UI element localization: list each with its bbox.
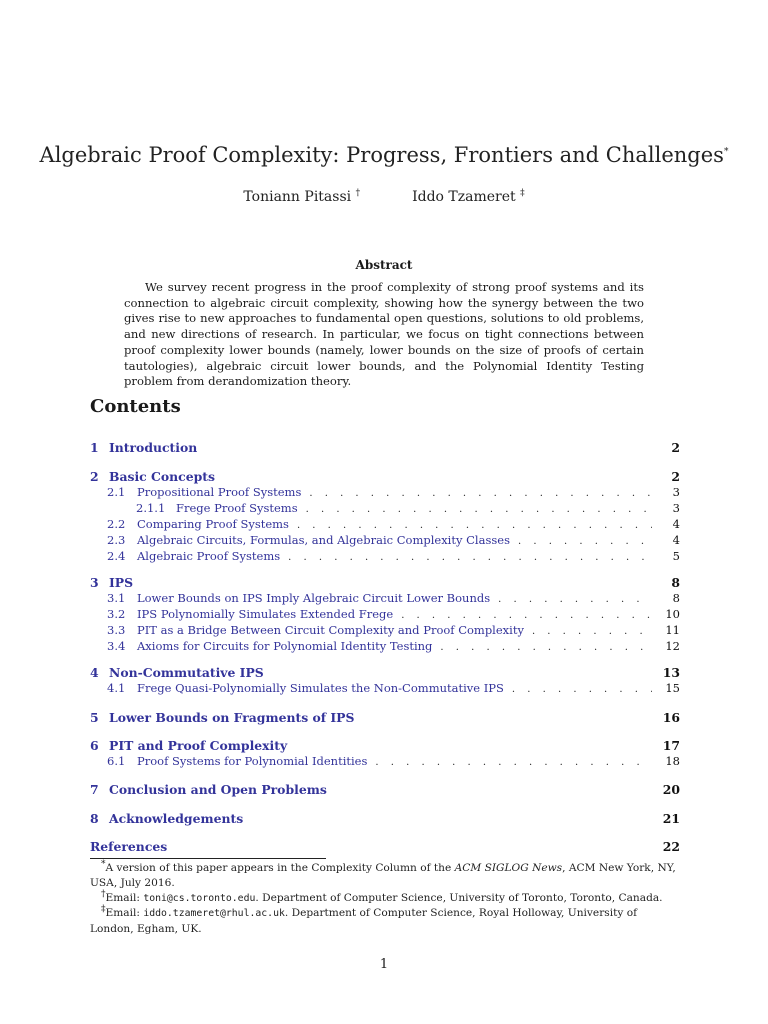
toc-entry[interactable] bbox=[90, 754, 680, 768]
toc-entry[interactable] bbox=[90, 591, 680, 605]
footnote-2 bbox=[90, 891, 680, 907]
toc-entry-number: 2 bbox=[90, 469, 99, 484]
toc-leader-dots bbox=[297, 520, 652, 531]
toc-entry[interactable] bbox=[90, 533, 680, 547]
toc-entry-page[interactable]: 13 bbox=[662, 665, 680, 680]
toc-entry-title[interactable]: Basic Concepts bbox=[109, 469, 215, 484]
toc-entry[interactable] bbox=[90, 639, 680, 653]
toc-entry-title[interactable]: Conclusion and Open Problems bbox=[109, 782, 327, 797]
toc-entry-page[interactable]: 4 bbox=[672, 517, 680, 531]
toc-entry-number: 3.2 bbox=[107, 607, 126, 621]
toc-entry[interactable] bbox=[90, 681, 680, 695]
toc-entry[interactable] bbox=[90, 440, 680, 455]
toc-entry-title[interactable]: Lower Bounds on IPS Imply Algebraic Circuit Lower Bounds bbox=[137, 591, 491, 605]
toc-entry[interactable] bbox=[90, 738, 680, 753]
toc-entry-page[interactable]: 18 bbox=[665, 754, 680, 768]
toc-entry-number: 1 bbox=[90, 440, 99, 455]
footnote-3-email[interactable]: iddo.tzameret@rhul.ac.uk bbox=[143, 908, 285, 919]
abstract-text: We survey recent progress in the proof complexity of strong proof systems and its connection to algebraic circuit complexity, showing how the synergy between the two gives rise to new approaches to fundamental open questions, solutions to old problems, and new directions of research. In particular, we focus on tight connections between proof complexity lower bounds (namely, lower bounds on the size of proofs of certain tautologies), algebraic circuit lower bounds, and the Polynomial Identity Testing problem from derandomization theory. bbox=[124, 280, 644, 389]
author-1-mark[interactable]: † bbox=[355, 188, 361, 199]
toc-entry-number: 2.2 bbox=[107, 517, 126, 531]
toc-entry-number: 3.3 bbox=[107, 623, 126, 637]
toc-entry-title[interactable]: Acknowledgements bbox=[109, 811, 244, 826]
toc-entry-page[interactable]: 8 bbox=[671, 575, 680, 590]
toc-entry[interactable] bbox=[90, 782, 680, 797]
author-1 bbox=[243, 189, 360, 205]
toc-entry-page[interactable]: 21 bbox=[662, 811, 680, 826]
toc-leader-dots bbox=[309, 488, 652, 499]
abstract-heading: Abstract bbox=[355, 258, 413, 272]
abstract-body bbox=[124, 280, 644, 390]
toc-leader-dots bbox=[532, 626, 652, 637]
footnote-3-tail: . Department of Computer Science, Royal Holloway, University of London, Egham, UK. bbox=[90, 907, 637, 935]
footnote-3-text: Email: bbox=[105, 907, 144, 919]
footnote-2-text: Email: bbox=[105, 892, 144, 904]
author-2-mark[interactable]: ‡ bbox=[520, 188, 525, 199]
toc-entry[interactable] bbox=[90, 623, 680, 637]
toc-entry-title[interactable]: Proof Systems for Polynomial Identities bbox=[137, 754, 368, 768]
toc-entry-title[interactable]: PIT and Proof Complexity bbox=[109, 738, 288, 753]
toc-leader-dots bbox=[440, 642, 652, 653]
toc-entry[interactable] bbox=[90, 575, 680, 590]
toc-entry[interactable] bbox=[90, 710, 680, 725]
toc-leader-dots bbox=[375, 757, 652, 768]
toc-entry-page[interactable]: 3 bbox=[672, 501, 680, 515]
toc-entry-title[interactable]: References bbox=[90, 839, 168, 854]
toc-entry[interactable] bbox=[90, 517, 680, 531]
toc-entry-page[interactable]: 10 bbox=[665, 607, 680, 621]
title-footnote-mark[interactable]: * bbox=[723, 147, 729, 157]
toc-entry-page[interactable]: 15 bbox=[665, 681, 680, 695]
toc-entry-page[interactable]: 2 bbox=[671, 469, 680, 484]
toc-entry-number: 2.1 bbox=[107, 485, 126, 499]
toc-entry-number: 3 bbox=[90, 575, 99, 590]
toc-entry-page[interactable]: 3 bbox=[672, 485, 680, 499]
toc-entry[interactable] bbox=[90, 485, 680, 499]
toc-entry-page[interactable]: 12 bbox=[665, 639, 680, 653]
author-2 bbox=[412, 189, 525, 205]
toc-entry-page[interactable]: 20 bbox=[662, 782, 680, 797]
toc-entry[interactable] bbox=[90, 607, 680, 621]
page-number: 1 bbox=[379, 957, 389, 972]
toc-leader-dots bbox=[306, 504, 652, 515]
contents-heading: Contents bbox=[90, 396, 181, 417]
toc-entry-title[interactable]: Propositional Proof Systems bbox=[137, 485, 302, 499]
toc-entry-page[interactable]: 8 bbox=[672, 591, 680, 605]
toc-entry-title[interactable]: Introduction bbox=[109, 440, 198, 455]
footnote-2-email[interactable]: toni@cs.toronto.edu bbox=[143, 893, 256, 904]
toc-leader-dots bbox=[288, 552, 652, 563]
toc-entry-number: 3.4 bbox=[107, 639, 126, 653]
toc-entry[interactable] bbox=[90, 811, 680, 826]
toc-entry-number: 4 bbox=[90, 665, 99, 680]
footnote-1-mark: * bbox=[101, 859, 106, 870]
toc-entry-number: 2.1.1 bbox=[136, 501, 166, 515]
toc-leader-dots bbox=[512, 684, 652, 695]
toc-entry-title[interactable]: Axioms for Circuits for Polynomial Identity Testing bbox=[137, 639, 433, 653]
footnote-1-tail: , ACM New York, NY, USA, July 2016. bbox=[90, 862, 676, 889]
toc-entry-title[interactable]: Frege Quasi-Polynomially Simulates the Non-Commutative IPS bbox=[137, 681, 504, 695]
toc-entry-page[interactable]: 16 bbox=[662, 710, 680, 725]
toc-entry-page[interactable]: 22 bbox=[662, 839, 680, 854]
toc-entry-page[interactable]: 11 bbox=[665, 623, 680, 637]
footnote-2-tail: . Department of Computer Science, University of Toronto, Toronto, Canada. bbox=[255, 892, 663, 904]
toc-entry-number: 7 bbox=[90, 782, 99, 797]
toc-entry-page[interactable]: 4 bbox=[672, 533, 680, 547]
toc-entry-title[interactable]: IPS bbox=[109, 575, 134, 590]
toc-entry[interactable] bbox=[90, 549, 680, 563]
toc-entry-number: 3.1 bbox=[107, 591, 126, 605]
toc-leader-dots bbox=[401, 610, 652, 621]
toc-entry-title[interactable]: Frege Proof Systems bbox=[176, 501, 298, 515]
toc-entry-title[interactable]: Lower Bounds on Fragments of IPS bbox=[109, 710, 355, 725]
footnote-1-venue: ACM SIGLOG News bbox=[454, 862, 563, 874]
toc-entry-page[interactable]: 17 bbox=[662, 738, 680, 753]
toc-entry-page[interactable]: 2 bbox=[671, 440, 680, 455]
toc-entry-number: 5 bbox=[90, 710, 99, 725]
author-2-name: Iddo Tzameret bbox=[412, 189, 516, 205]
author-list bbox=[0, 189, 768, 205]
toc-entry-number: 6.1 bbox=[107, 754, 126, 768]
footnote-1 bbox=[90, 861, 680, 890]
toc-entry-title[interactable]: Comparing Proof Systems bbox=[137, 517, 289, 531]
footnote-1-text: A version of this paper appears in the Complexity Column of the bbox=[105, 862, 455, 874]
toc-entry-title[interactable]: Non-Commutative IPS bbox=[109, 665, 264, 680]
footnote-2-mark: † bbox=[101, 889, 106, 900]
paper-title-text: Algebraic Proof Complexity: Progress, Frontiers and Challenges bbox=[39, 143, 724, 167]
toc-entry-title[interactable]: Algebraic Proof Systems bbox=[137, 549, 281, 563]
toc-entry-number: 4.1 bbox=[107, 681, 126, 695]
toc-entry-page[interactable]: 5 bbox=[672, 549, 680, 563]
footnote-3 bbox=[90, 906, 680, 936]
paper-title bbox=[0, 143, 768, 167]
toc-entry[interactable] bbox=[90, 839, 680, 854]
toc-leader-dots bbox=[498, 594, 652, 605]
toc-entry-title[interactable]: IPS Polynomially Simulates Extended Frege bbox=[137, 607, 394, 621]
footnote-3-mark: ‡ bbox=[101, 904, 106, 915]
toc-entry-title[interactable]: Algebraic Circuits, Formulas, and Algebraic Complexity Classes bbox=[137, 533, 510, 547]
toc-entry[interactable] bbox=[90, 469, 680, 484]
toc-entry-title[interactable]: PIT as a Bridge Between Circuit Complexity and Proof Complexity bbox=[137, 623, 524, 637]
footnote-rule bbox=[90, 858, 326, 859]
toc-leader-dots bbox=[518, 536, 652, 547]
toc-entry-number: 8 bbox=[90, 811, 99, 826]
toc-entry-number: 2.4 bbox=[107, 549, 126, 563]
toc-entry[interactable] bbox=[90, 501, 680, 515]
toc-entry[interactable] bbox=[90, 665, 680, 680]
toc-entry-number: 2.3 bbox=[107, 533, 126, 547]
toc-entry-number: 6 bbox=[90, 738, 99, 753]
author-1-name: Toniann Pitassi bbox=[243, 189, 352, 205]
